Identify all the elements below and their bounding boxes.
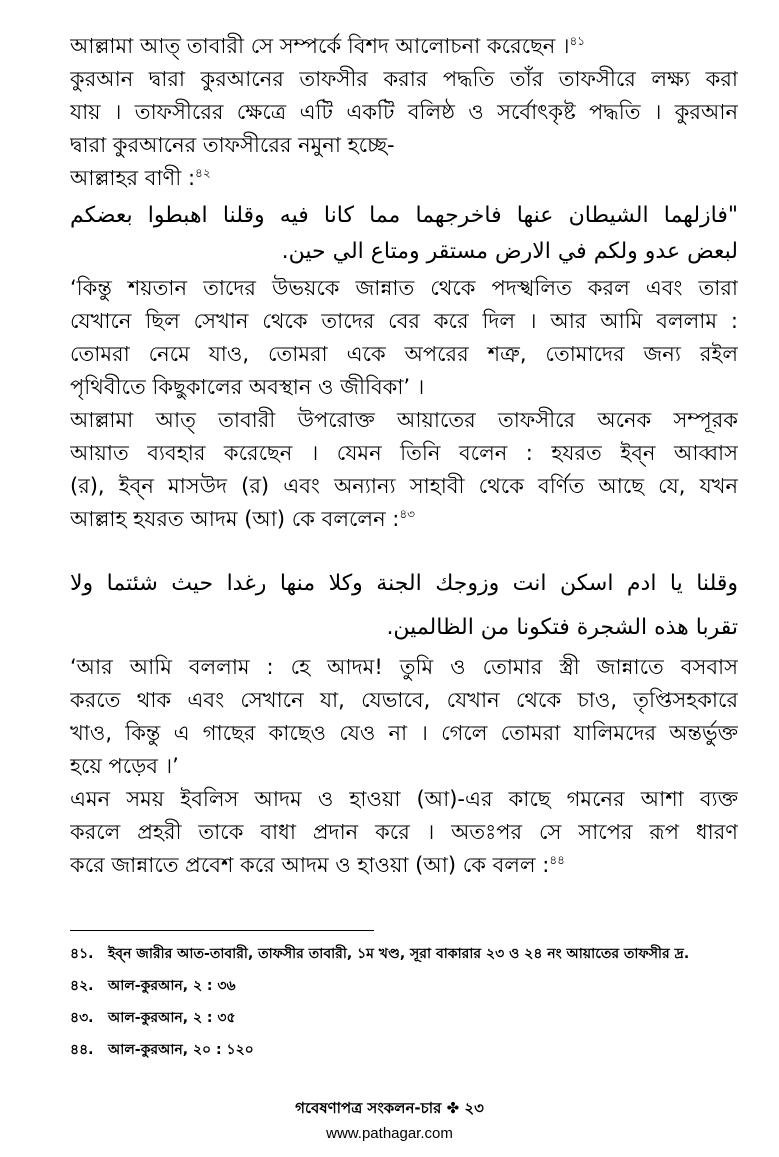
footnote-text: আল-কুরআন, ২০ : ১২০ xyxy=(108,1042,254,1058)
website-link[interactable]: www.pathagar.com xyxy=(326,1125,453,1142)
text-line: ‘আর আমি বললাম : হে আদম! তুমি ও তোমার স্ত্রী জান্নাতে বসবাস xyxy=(70,655,738,679)
footnote-item xyxy=(70,942,738,966)
paragraph-intro xyxy=(70,30,738,195)
footnote-item xyxy=(70,974,738,998)
footnote-divider xyxy=(70,930,374,931)
paragraph-translation-2 xyxy=(70,651,738,882)
text-line: হয়ে পড়েব ।’ xyxy=(70,754,179,778)
text-line: তোমরা নেমে যাও, তোমরা একে অপরের শত্রু, তোমাদের জন্য রইল xyxy=(70,342,738,366)
footnote-item xyxy=(70,1038,738,1062)
footnote-ref: ৪১ xyxy=(569,34,586,48)
footnote-item xyxy=(70,1006,738,1030)
footnote-number: ৪৩. xyxy=(70,1010,94,1026)
text-line: করতে থাক এবং সেখানে যা, যেভাবে, যেখান থেকে চাও, তৃপ্তিসহকারে xyxy=(70,688,738,712)
text-line: পৃথিবীতে কিছুকালের অবস্থান ও জীবিকা’ । xyxy=(70,375,425,399)
text-line: কুরআন দ্বারা কুরআনের তাফসীর করার পদ্ধতি তাঁর তাফসীরে লক্ষ্য করা xyxy=(70,67,738,91)
page-footer: গবেষণাপত্র সংকলন-চার ✤ ২৩ xyxy=(295,1099,484,1117)
footnote-number: ৪২. xyxy=(70,978,94,994)
text-line: করলে প্রহরী তাকে বাধা প্রদান করে । অতঃপর সে সাপের রূপ ধারণ xyxy=(70,820,738,844)
arabic-line: وقلنا يا ادم اسكن انت وزوجك الجنة وكلا منها رغدا حيث شئتما ولا xyxy=(70,571,738,596)
text-line: আল্লামা আত্ তাবারী সে সম্পর্কে বিশদ আলোচনা করেছেন ।$^{৪১}$ xyxy=(70,34,586,58)
arabic-line: لبعض عدو ولكم في الارض مستقر ومتاع الي حين. xyxy=(281,239,738,264)
text-line: দ্বারা কুরআনের তাফসীরের নমুনা হচ্ছে- xyxy=(70,133,395,157)
text-line: ‘কিন্তু শয়তান তাদের উভয়কে জান্নাত থেকে পদস্খলিত করল এবং তারা xyxy=(70,276,738,300)
arabic-verse-1 xyxy=(70,198,738,270)
footnote-number: ৪৪. xyxy=(70,1042,94,1058)
footnote-text: আল-কুরআন, ২ : ৩৬ xyxy=(108,978,236,994)
arabic-verse-2 xyxy=(70,562,738,650)
text-line: যেখানে ছিল সেখান থেকে তাদের বের করে দিল । আর আমি বললাম : xyxy=(70,309,738,333)
footnote-number: ৪১. xyxy=(70,946,94,962)
arabic-line: تقربا هذه الشجرة فتكونا من الظالمين. xyxy=(386,615,738,640)
text-line: যায় । তাফসীরের ক্ষেত্রে এটি একটি বলিষ্ঠ ও সর্বোৎকৃষ্ট পদ্ধতি । কুরআন xyxy=(70,100,738,124)
text-line: খাও, কিন্তু এ গাছের কাছেও যেও না । গেলে তোমরা যালিমদের অন্তর্ভুক্ত xyxy=(70,721,738,745)
footnotes xyxy=(70,942,738,1062)
text-line: (র), ইব্ন মাসউদ (র) এবং অন্যান্য সাহাবী থেকে বর্ণিত আছে যে, যখন xyxy=(70,474,738,498)
text-line: আয়াত ব্যবহার করেছেন । যেমন তিনি বলেন : হযরত ইব্ন আব্বাস xyxy=(70,441,738,465)
footnote-ref: ৪৩ xyxy=(399,507,415,521)
text-line: করে জান্নাতে প্রবেশ করে আদম ও হাওয়া (আ) কে বলল :$^{৪৪}$ xyxy=(70,853,565,877)
text-line: এমন সময় ইবলিস আদম ও হাওয়া (আ)-এর কাছে গমনের আশা ব্যক্ত xyxy=(70,787,738,811)
text-line: আল্লামা আত্ তাবারী উপরোক্ত আয়াতের তাফসীরে অনেক সম্পূরক xyxy=(70,408,738,432)
footnote-ref: ৪২ xyxy=(195,166,211,180)
arabic-line: "فازلهما الشيطان عنها فاخرجهما مما كانا فيه وقلنا اهبطوا بعضكم xyxy=(70,203,738,228)
footnote-ref: ৪৪ xyxy=(549,853,565,867)
footnote-text: আল-কুরআন, ২ : ৩৫ xyxy=(108,1010,236,1026)
text-line: আল্লাহ হযরত আদম (আ) কে বললেন :$^{৪৩}$ xyxy=(70,507,415,531)
footnote-text: ইব্ন জারীর আত-তাবারী, তাফসীর তাবারী, ১ম খণ্ড, সূরা বাকারার ২৩ ও ২৪ নং আয়াতের তাফসীর দ্র. xyxy=(108,946,690,962)
paragraph-translation-1 xyxy=(70,272,738,536)
text-line: আল্লাহর বাণী :$^{৪২}$ xyxy=(70,166,211,190)
